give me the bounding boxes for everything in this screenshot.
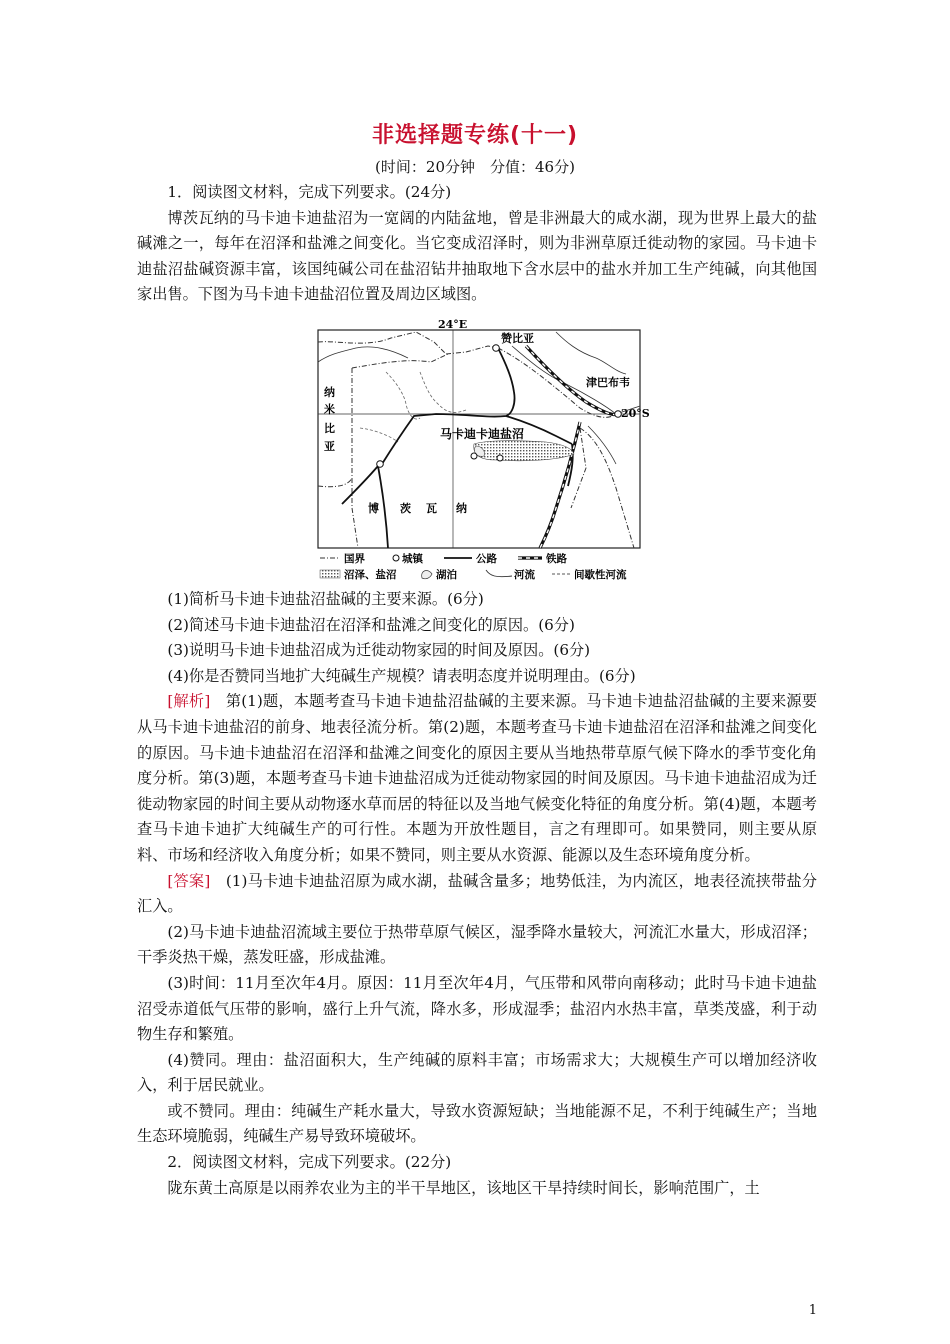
sub-question-1: (1)简析马卡迪卡迪盐沼盐碱的主要来源。(6分) bbox=[167, 590, 484, 608]
label-namibia-1: 纳 bbox=[324, 386, 335, 399]
analysis-paragraph bbox=[137, 689, 817, 868]
salt-pan-area bbox=[474, 441, 574, 461]
answer-3: (3)时间：11月至次年4月。原因：11月至次年4月，气压带和风带向南移动；此时马卡迪卡迪盐沼受赤道低气压带的影响，盛行上升气流，降水多，形成湿季；盐沼内水热丰富，草类茂盛，利于动物生存和繁殖。 bbox=[137, 973, 817, 1044]
answer-1-paragraph bbox=[137, 869, 817, 920]
answer-2: (2)马卡迪卡迪盐沼流域主要位于热带草原气候区，湿季降水量较大，河流汇水量大，形成沼泽；干季炎热干燥，蒸发旺盛，形成盐滩。 bbox=[137, 922, 817, 967]
question-1-material: 博茨瓦纳的马卡迪卡迪盐沼为一宽阔的内陆盆地，曾是非洲最大的咸水湖，现为世界上最大的盐碱滩之一，每年在沼泽和盐滩之间变化。当它变成沼泽时，则为非洲草原迁徙动物的家园。马卡迪卡迪盐沼盐碱资源丰富，该国纯碱公司在盐沼钻井抽取地下含水层中的盐水并加工生产纯碱，向其他国家出售。下图为马卡迪卡迪盐沼位置及周边区域图。 bbox=[137, 208, 817, 304]
label-botswana-2: 茨 bbox=[400, 502, 411, 515]
legend-town: 城镇 bbox=[402, 553, 423, 565]
question-2-stem: 2．阅读图文材料，完成下列要求。(22分) bbox=[167, 1153, 452, 1172]
legend-rail: 铁路 bbox=[546, 553, 567, 565]
label-botswana-4: 纳 bbox=[456, 502, 467, 515]
label-zambia: 赞比亚 bbox=[501, 332, 534, 345]
legend-intermittent: 间歇性河流 bbox=[574, 569, 627, 581]
label-namibia-4: 亚 bbox=[324, 440, 335, 453]
legend-marsh: 沼泽、盐沼 bbox=[344, 569, 397, 581]
answer-4-alternative: 或不赞同。理由：纯碱生产耗水量大，导致水资源短缺；当地能源不足，不利于纯碱生产；当地生态环境脆弱，纯碱生产易导致环境破坏。 bbox=[137, 1101, 817, 1146]
sub-question-3: (3)说明马卡迪卡迪盐沼成为迁徙动物家园的时间及原因。(6分) bbox=[167, 641, 591, 660]
label-botswana-3: 瓦 bbox=[426, 502, 437, 515]
label-namibia-3: 比 bbox=[324, 422, 335, 435]
sub-question-4: (4)你是否赞同当地扩大纯碱生产规模？请表明态度并说明理由。(6分) bbox=[167, 666, 636, 685]
answer-tag: [答案] bbox=[167, 871, 211, 890]
label-botswana-1: 博 bbox=[368, 502, 379, 515]
legend-lake: 湖泊 bbox=[436, 569, 457, 581]
map-legend bbox=[320, 552, 627, 581]
question-1-stem: 1．阅读图文材料，完成下列要求。(24分) bbox=[167, 183, 452, 201]
analysis-tag: [解析] bbox=[167, 692, 211, 711]
time-score-note: (时间：20分钟 分值：46分) bbox=[375, 158, 575, 176]
longitude-label: 24°E bbox=[438, 318, 468, 331]
legend-river: 河流 bbox=[514, 569, 535, 581]
question-1-intro bbox=[137, 180, 817, 308]
legend-border: 国界 bbox=[344, 553, 365, 565]
latitude-label: 20°S bbox=[621, 407, 650, 420]
page-number: 1 bbox=[808, 1303, 817, 1318]
legend-road: 公路 bbox=[476, 553, 497, 565]
question-1-body bbox=[137, 587, 817, 1201]
makgadikgadi-map bbox=[316, 318, 650, 584]
question-2-material: 陇东黄土高原是以雨养农业为主的半干旱地区，该地区干旱持续时间长，影响范围广，土 bbox=[167, 1178, 760, 1197]
label-salt-pan: 马卡迪卡迪盐沼 bbox=[440, 427, 525, 441]
label-zimbabwe: 津巴布韦 bbox=[586, 376, 630, 389]
answer-4: (4)赞同。理由：盐沼面积大，生产纯碱的原料丰富；市场需求大；大规模生产可以增加经济收入，利于居民就业。 bbox=[137, 1050, 817, 1095]
answer-1-text: (1)马卡迪卡迪盐沼原为咸水湖，盐碱含量多；地势低洼，为内流区，地表径流挟带盐分汇入。 bbox=[137, 871, 818, 916]
analysis-text: 第(1)题，本题考查马卡迪卡迪盐沼盐碱的主要来源。马卡迪卡迪盐沼盐碱的主要来源要从马卡迪卡迪盐沼的前身、地表径流分析。第(2)题，本题考查马卡迪卡迪盐沼在沼泽和盐滩之间变化的原因。马卡迪卡迪盐沼在沼泽和盐滩之间变化的原因主要从当地热带草原气候下降水的季节变化角度分析。第(3)题，本题考查马卡迪卡迪盐沼成为迁徙动物家园的时间及原因。马卡迪卡迪盐沼成为迁徙动物家园的时间主要从动物逐水草而居的特征以及当地气候变化特征的角度分析。第(4)题，本题考查马卡迪卡迪扩大纯碱生产的可行性。本题为开放性题目，言之有理即可。如果赞同，则主要从原料、市场和经济收入角度分析；如果不赞同，则主要从水资源、能源以及生态环境角度分析。 bbox=[137, 692, 818, 864]
label-namibia-2: 米 bbox=[324, 403, 335, 416]
page-title: 非选择题专练(十一) bbox=[371, 123, 579, 148]
sub-question-2: (2)简述马卡迪卡迪盐沼在沼泽和盐滩之间变化的原因。(6分) bbox=[167, 615, 575, 634]
